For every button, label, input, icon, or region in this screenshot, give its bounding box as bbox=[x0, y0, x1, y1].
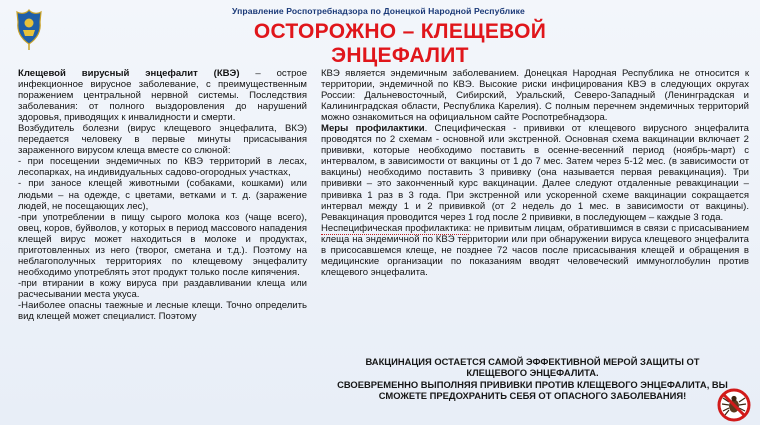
coat-of-arms-icon bbox=[14, 8, 44, 52]
measures-text: . Специфическая - прививки от клещевого вирусного энцефалита проводятся по 2 схемам - основной или экстренной. Основная схема вакцинации включает 2 прививки, которые необходимо поставить в осенне-весенний период (ноябрь-март) с интервалом, в зависимости от вакцины от 1 до 7 мес. Затем через 5-12 мес. (в зависимости от вакцины) необходимо поставить 3 прививку (она называется первая ревакцинация). Три прививки – это законченный курс вакцинации. Далее следуют отдаленные ревакцинации – прививка 1 раз в 3 года. При экстренной или ускоренной схеме вакцинации сокращается интервал между 1 и 2 прививкой (от 2 недель до 1 мес. в зависимости от вакцины). Ревакцинация проводится через 1 год после 2 прививки, в последующем – каждые 3 года. bbox=[321, 123, 749, 223]
page-title bbox=[240, 20, 560, 68]
closing-callout bbox=[335, 356, 730, 402]
measures-heading: Меры профилактики bbox=[321, 123, 425, 135]
transmission-paragraph: Возбудитель болезни (вирус клещевого энцефалита, ВКЭ) передается человеку в первые минуты присасывания зараженного вирусом клеща вместе со слюной: bbox=[18, 123, 307, 157]
nonspecific-paragraph bbox=[321, 223, 749, 278]
nonspecific-text: : не привитым лицам, обратившимся в связи с присасыванием клеща на эндемичной по КВЭ территории или при обнаружении вируса клещевого энцефалита в присосавшемся клеще, не позднее 72 часов после присасывания клещей и обращения в медицинские организации по показаниям вводят человеческий иммуноглобулин против клещевого энцефалита. bbox=[321, 222, 750, 278]
transmission-bullet-animals: - при заносе клещей животными (собаками, кошками) или людьми – на одежде, с цветами, ветками и т. д. (заражение людей, не посещающих лес), bbox=[18, 178, 307, 212]
transmission-bullet-forest: - при посещении эндемичных по КВЭ территорий в лесах, лесопарках, на индивидуальных садово-огородных участках, bbox=[18, 156, 307, 179]
intro-text: – острое инфекционное вирусное заболевание, с преимущественным поражением центральной нервной системы. Последствия заболевания: от полного выздоровления до нарушений здоровья, приводящих к инвалидности и смерти. bbox=[18, 68, 307, 124]
left-column bbox=[18, 68, 307, 322]
intro-term: Клещевой вирусный энцефалит (КВЭ) bbox=[18, 68, 240, 79]
transmission-bullet-crushing: -при втирании в кожу вируса при раздавливании клеща или расчесывании места укуса. bbox=[18, 277, 307, 300]
nonspecific-heading: Неспецифическая профилактика bbox=[321, 222, 469, 234]
agency-name: Управление Роспотребнадзора по Донецкой Народной Республике bbox=[232, 6, 525, 16]
title-line-1: ОСТОРОЖНО – КЛЕЩЕВОЙ bbox=[253, 20, 547, 43]
closing-line-1: ВАКЦИНАЦИЯ ОСТАЕТСЯ САМОЙ ЭФФЕКТИВНОЙ МЕРОЙ ЗАЩИТЫ ОТ КЛЕЩЕВОГО ЭНЦЕФАЛИТА. bbox=[365, 356, 700, 379]
intro-paragraph bbox=[18, 68, 307, 123]
measures-paragraph bbox=[321, 123, 749, 222]
endemic-paragraph: КВЭ является эндемичным заболеванием. Донецкая Народная Республика не относится к территории, эндемичной по КВЭ. Высокие риски инфицирования КВЭ в следующих округах России: Дальневосточный, Сибирский, Уральский, Северо-Западный (Ленинградская и Калининградская области, Республика Карелия). С полным перечнем эндемичных территорий можно ознакомиться на официальном сайте Роспотребнадзора. bbox=[321, 68, 749, 124]
no-tick-icon bbox=[714, 388, 754, 422]
title-line-2: ЭНЦЕФАЛИТ bbox=[331, 44, 469, 67]
closing-line-2: СВОЕВРЕМЕННО ВЫПОЛНЯЯ ПРИВИВКИ ПРОТИВ КЛЕЩЕВОГО ЭНЦЕФАЛИТА, ВЫ СМОЖЕТЕ ПРЕДОХРАНИТЬ СЕБЯ ОТ ОПАСНОГО ЗАБОЛЕВАНИЯ! bbox=[337, 378, 728, 402]
transmission-bullet-species: -Наиболее опасны таежные и лесные клещи. Точно определить вид клещей может специалист. Поэтому bbox=[18, 299, 307, 323]
right-column bbox=[321, 68, 749, 278]
transmission-bullet-milk: -при употреблении в пищу сырого молока коз (чаще всего), овец, коров, буйволов, у которых в период массового нападения клещей вирус может находиться в молоке и продуктах, приготовленных из него (творог, сметана и т.д.). Поэтому на неблагополучных территориях по клещевому энцефалиту необходимо употреблять этот продукт только после кипячения. bbox=[18, 211, 307, 278]
